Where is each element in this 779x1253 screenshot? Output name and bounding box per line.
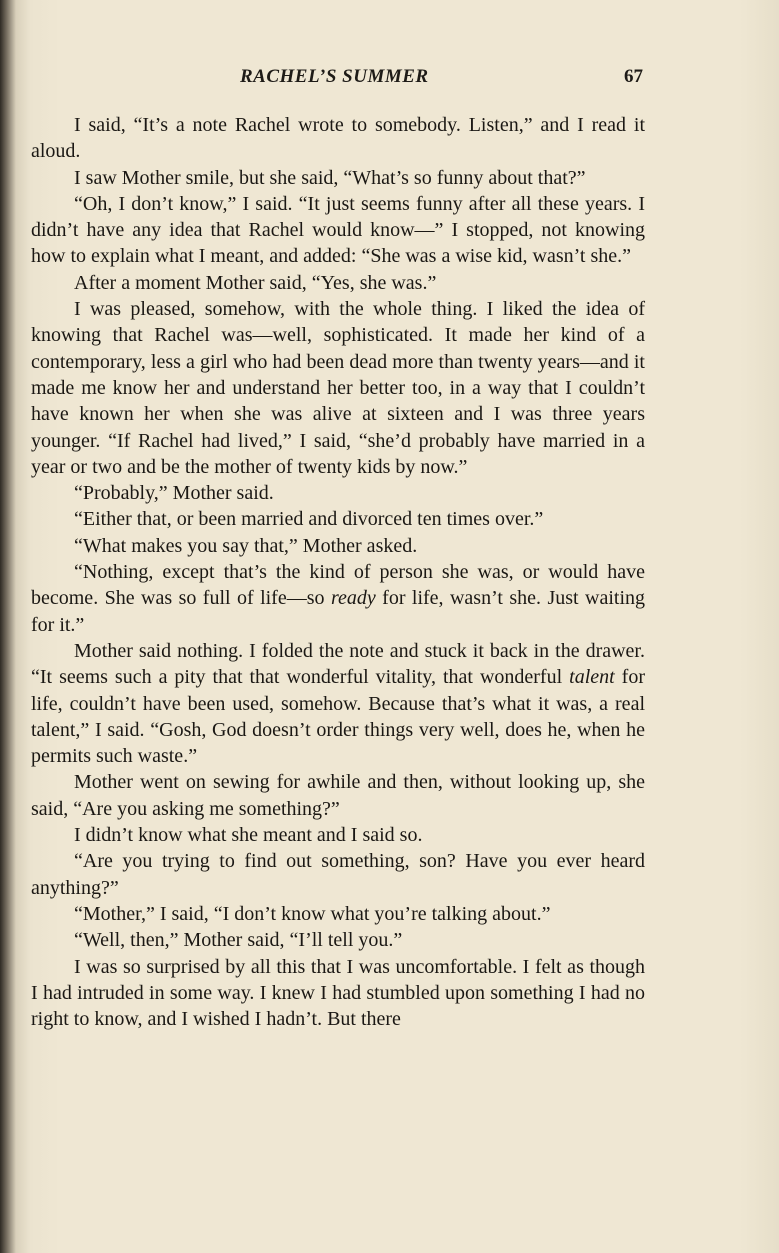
text-run: “What makes you say that,” Mother asked.	[74, 534, 418, 557]
paragraph	[31, 533, 645, 559]
text-run: Mother said nothing. I folded the note and stuck it back in the drawer. “It seems such a pity that that wonderful vitality, that wonderful	[31, 639, 645, 689]
paragraph	[31, 296, 645, 480]
text-run: I was so surprised by all this that I was uncomfortable. I felt as though I had intruded in some way. I knew I had stumbled upon something I had no right to know, and I wished I hadn’t. But there	[31, 955, 645, 1031]
text-run: After a moment Mother said, “Yes, she was.”	[74, 271, 437, 294]
page-number: 67	[624, 66, 643, 87]
page-header	[0, 64, 779, 94]
text-run: I said, “It’s a note Rachel wrote to somebody. Listen,” and I read it aloud.	[31, 114, 645, 163]
paragraph	[31, 270, 645, 296]
paragraph	[31, 638, 645, 769]
paragraph	[31, 927, 645, 953]
paragraph	[31, 506, 645, 532]
text-run: for life, wasn’t she. Just waiting for it.”	[31, 587, 645, 636]
text-run: “Well, then,” Mother said, “I’ll tell you.”	[74, 929, 403, 952]
text-run: “Probably,” Mother said.	[74, 482, 274, 505]
italic-text: talent	[569, 666, 615, 689]
text-run: Mother went on sewing for awhile and then, without looking up, she said, “Are you asking me something?”	[31, 771, 645, 820]
paragraph	[31, 901, 645, 927]
body-text	[31, 112, 645, 1032]
paragraph	[31, 559, 645, 638]
paragraph	[31, 191, 645, 270]
paragraph	[31, 954, 645, 1033]
text-run: I saw Mother smile, but she said, “What’s so funny about that?”	[74, 166, 586, 189]
text-run: “Nothing, except that’s the kind of person she was, or would have become. She was so full of life—so	[31, 561, 645, 610]
paragraph	[31, 822, 645, 848]
paragraph	[31, 480, 645, 506]
paragraph	[31, 769, 645, 822]
text-run: I didn’t know what she meant and I said so.	[74, 824, 423, 847]
text-run: I was pleased, somehow, with the whole thing. I liked the idea of knowing that Rachel was—well, sophisticated. It made her kind of a contemporary, less a girl who had been dead more than twenty years—and it made me know her and understand her better too, in a way that I couldn’t have known her when she was alive at sixteen and I was three years younger. “If Rachel had lived,” I said, “she’d probably have married in a year or two and be the mother of twenty kids by now.”	[31, 298, 645, 478]
text-run: “Are you trying to find out something, son? Have you ever heard anything?”	[31, 850, 645, 899]
text-run: “Either that, or been married and divorced ten times over.”	[74, 508, 544, 531]
running-head: RACHEL’S SUMMER	[240, 66, 429, 87]
italic-text: ready	[330, 587, 376, 610]
paragraph	[31, 848, 645, 901]
paragraph	[31, 112, 645, 165]
text-run: “Oh, I don’t know,” I said. “It just seems funny after all these years. I didn’t have any idea that Rachel would know—” I stopped, not knowing how to explain what I meant, and added: “She was a wise kid, wasn’t she.”	[31, 192, 645, 268]
paragraph	[31, 165, 645, 191]
text-run: “Mother,” I said, “I don’t know what you’re talking about.”	[74, 902, 551, 925]
text-run: for life, couldn’t have been used, somehow. Because that’s what it was, a real talent,” I said. “Gosh, God doesn’t order things very well, does he, when he permits such waste.”	[31, 666, 645, 768]
